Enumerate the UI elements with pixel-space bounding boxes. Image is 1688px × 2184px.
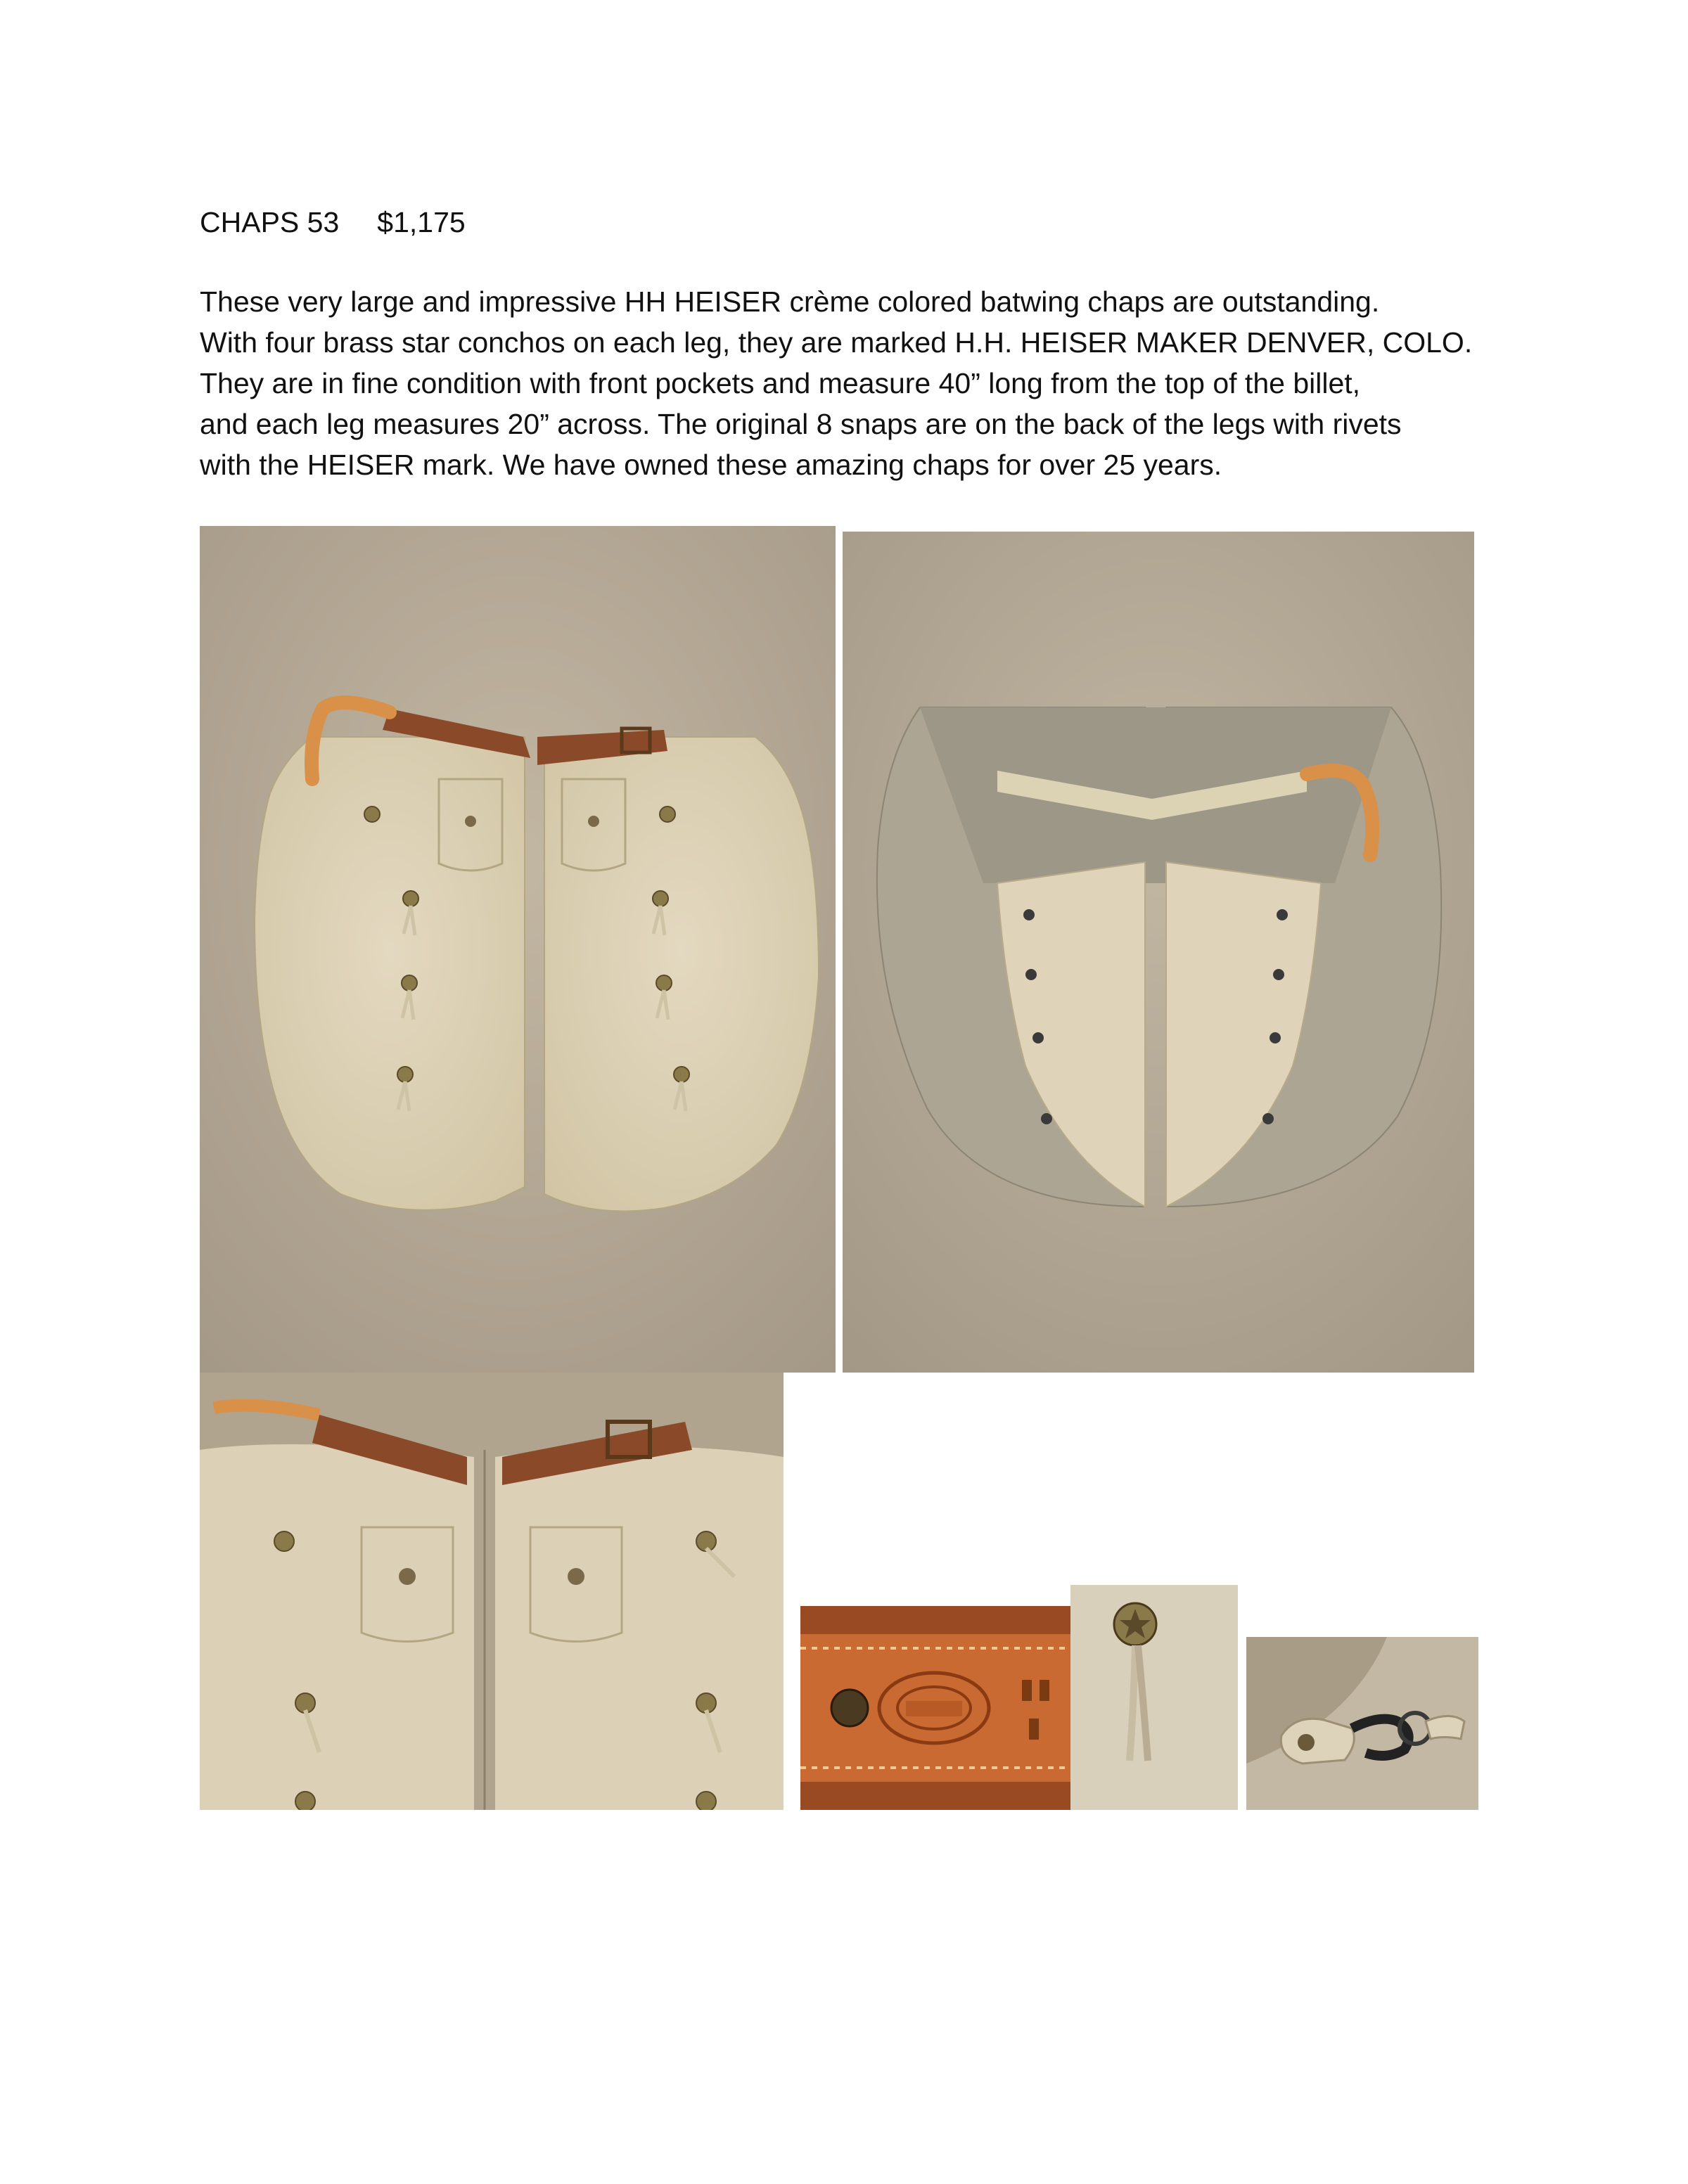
photo-chaps-front — [200, 526, 836, 1373]
photo-snap-rivet — [1246, 1637, 1478, 1810]
photo-chaps-pockets — [200, 1373, 784, 1810]
description-line: With four brass star conchos on each leg, they are marked H.H. HEISER MAKER DENVER, COLO. — [200, 326, 1473, 359]
listing-description — [200, 281, 1522, 485]
description-line: with the HEISER mark. We have owned these amazing chaps for over 25 years. — [200, 449, 1222, 481]
description-line: and each leg measures 20” across. The original 8 snaps are on the back of the legs with rivets — [200, 408, 1402, 440]
item-price: $1,175 — [377, 206, 466, 238]
description-line: These very large and impressive HH HEISER crème colored batwing chaps are outstanding. — [200, 285, 1380, 318]
description-line: They are in fine condition with front pockets and measure 40” long from the top of the billet, — [200, 367, 1361, 399]
listing-heading — [200, 203, 466, 242]
photo-concho — [1070, 1585, 1238, 1810]
item-code: CHAPS 53 — [200, 206, 340, 238]
photo-maker-stamp — [800, 1606, 1070, 1810]
photo-chaps-back — [843, 532, 1474, 1373]
